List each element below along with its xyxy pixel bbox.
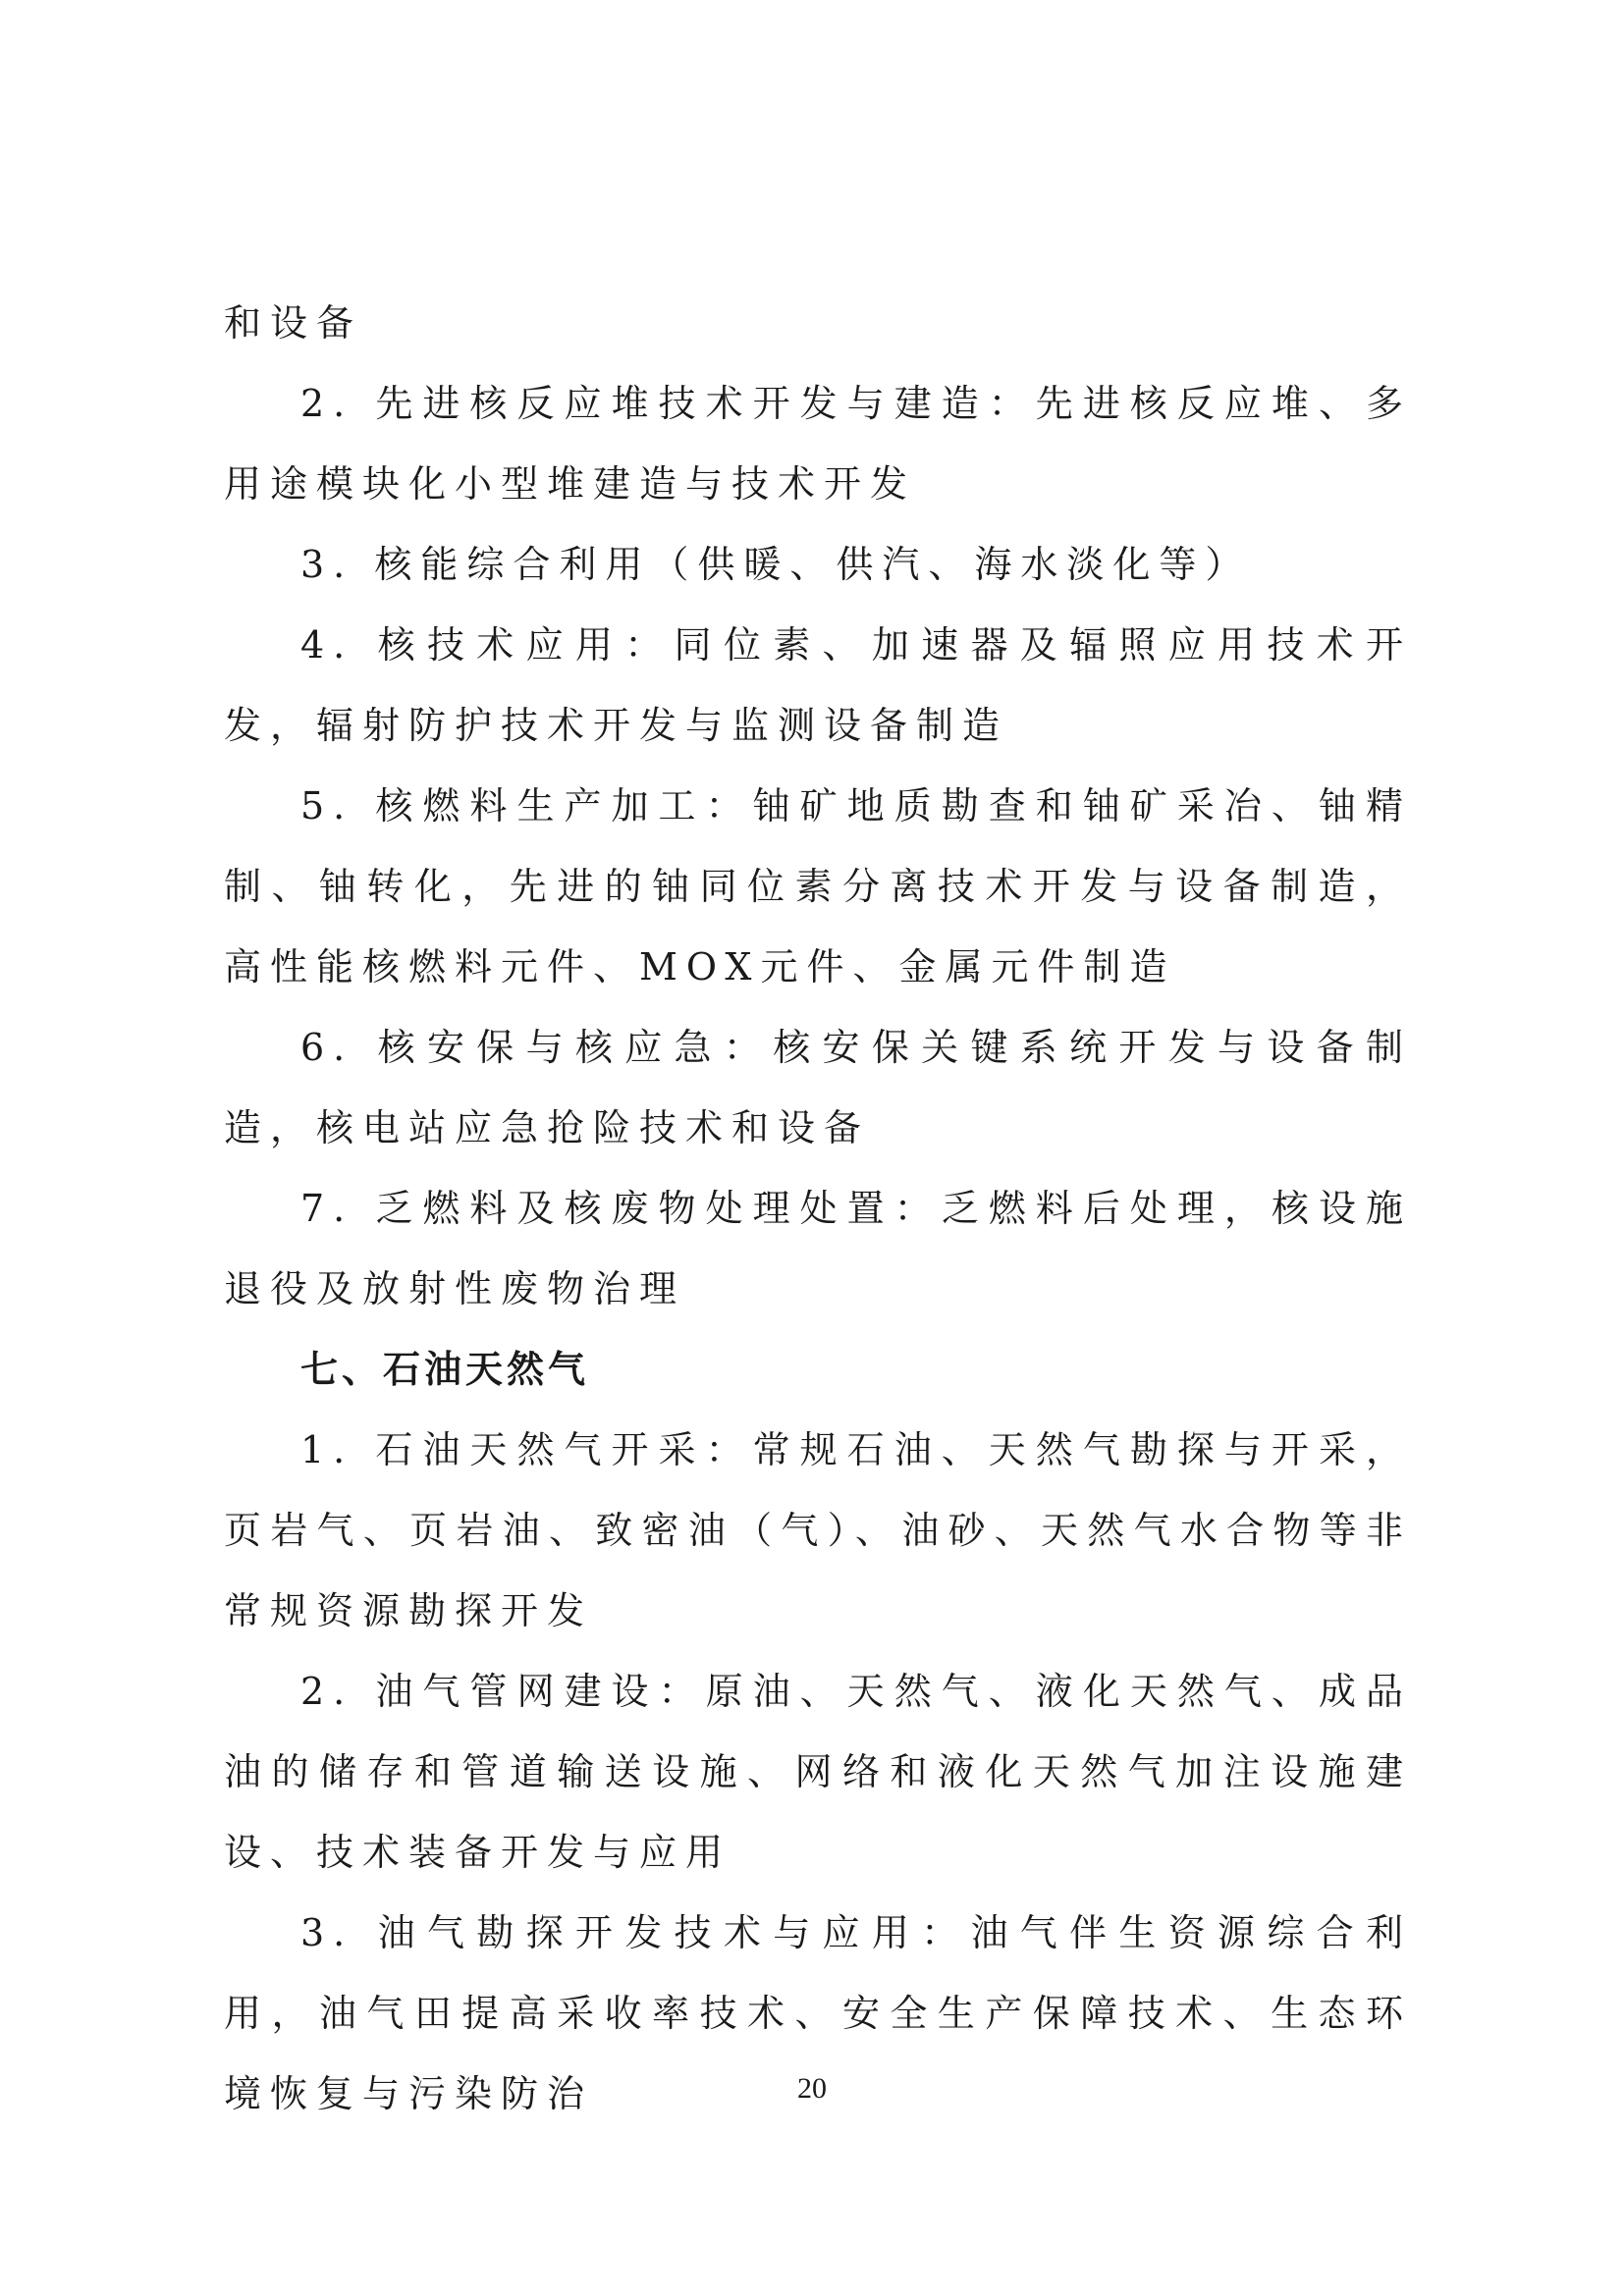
paragraph-item-3-nuclear-utilization: 3. 核能综合利用（供暖、供汽、海水淡化等） (300, 543, 1252, 586)
paragraph-item-6-nuclear-security: 6. 核安保与核应急：核安保关键系统开发与设备制造，核电站应急抢险技术和设备 (224, 1026, 1412, 1149)
page-number: 20 (797, 2072, 827, 2105)
paragraph-item-1-oil-gas-extraction: 1. 石油天然气开采：常规石油、天然气勘探与开采，页岩气、页岩油、致密油（气）、油砂、天然气水合物等非常规资源勘探开发 (224, 1428, 1412, 1632)
paragraph-item-2-advanced-reactor: 2. 先进核反应堆技术开发与建造：先进核反应堆、多用途模块化小型堆建造与技术开发 (224, 382, 1412, 506)
section-heading-petroleum: 七、石油天然气 (300, 1348, 590, 1391)
paragraph-item-7-spent-fuel: 7. 乏燃料及核废物处理处置：乏燃料后处理，核设施退役及放射性废物治理 (224, 1187, 1412, 1310)
paragraph-item-5-nuclear-fuel: 5. 核燃料生产加工：铀矿地质勘查和铀矿采冶、铀精制、铀转化，先进的铀同位素分离技术开发与设备制造，高性能核燃料元件、MOX元件、金属元件制造 (224, 784, 1412, 988)
paragraph-item-4-nuclear-technology: 4. 核技术应用：同位素、加速器及辐照应用技术开发，辐射防护技术开发与监测设备制造 (224, 623, 1412, 747)
paragraph-item-2-pipeline: 2. 油气管网建设：原油、天然气、液化天然气、成品油的储存和管道输送设施、网络和液化天然气加注设施建设、技术装备开发与应用 (224, 1670, 1412, 1874)
paragraph-item-3-exploration-tech: 3. 油气勘探开发技术与应用：油气伴生资源综合利用，油气田提高采收率技术、安全生产保障技术、生态环境恢复与污染防治 (224, 1911, 1412, 2115)
document-body (224, 283, 1412, 2134)
paragraph-continuation: 和设备 (224, 301, 363, 345)
